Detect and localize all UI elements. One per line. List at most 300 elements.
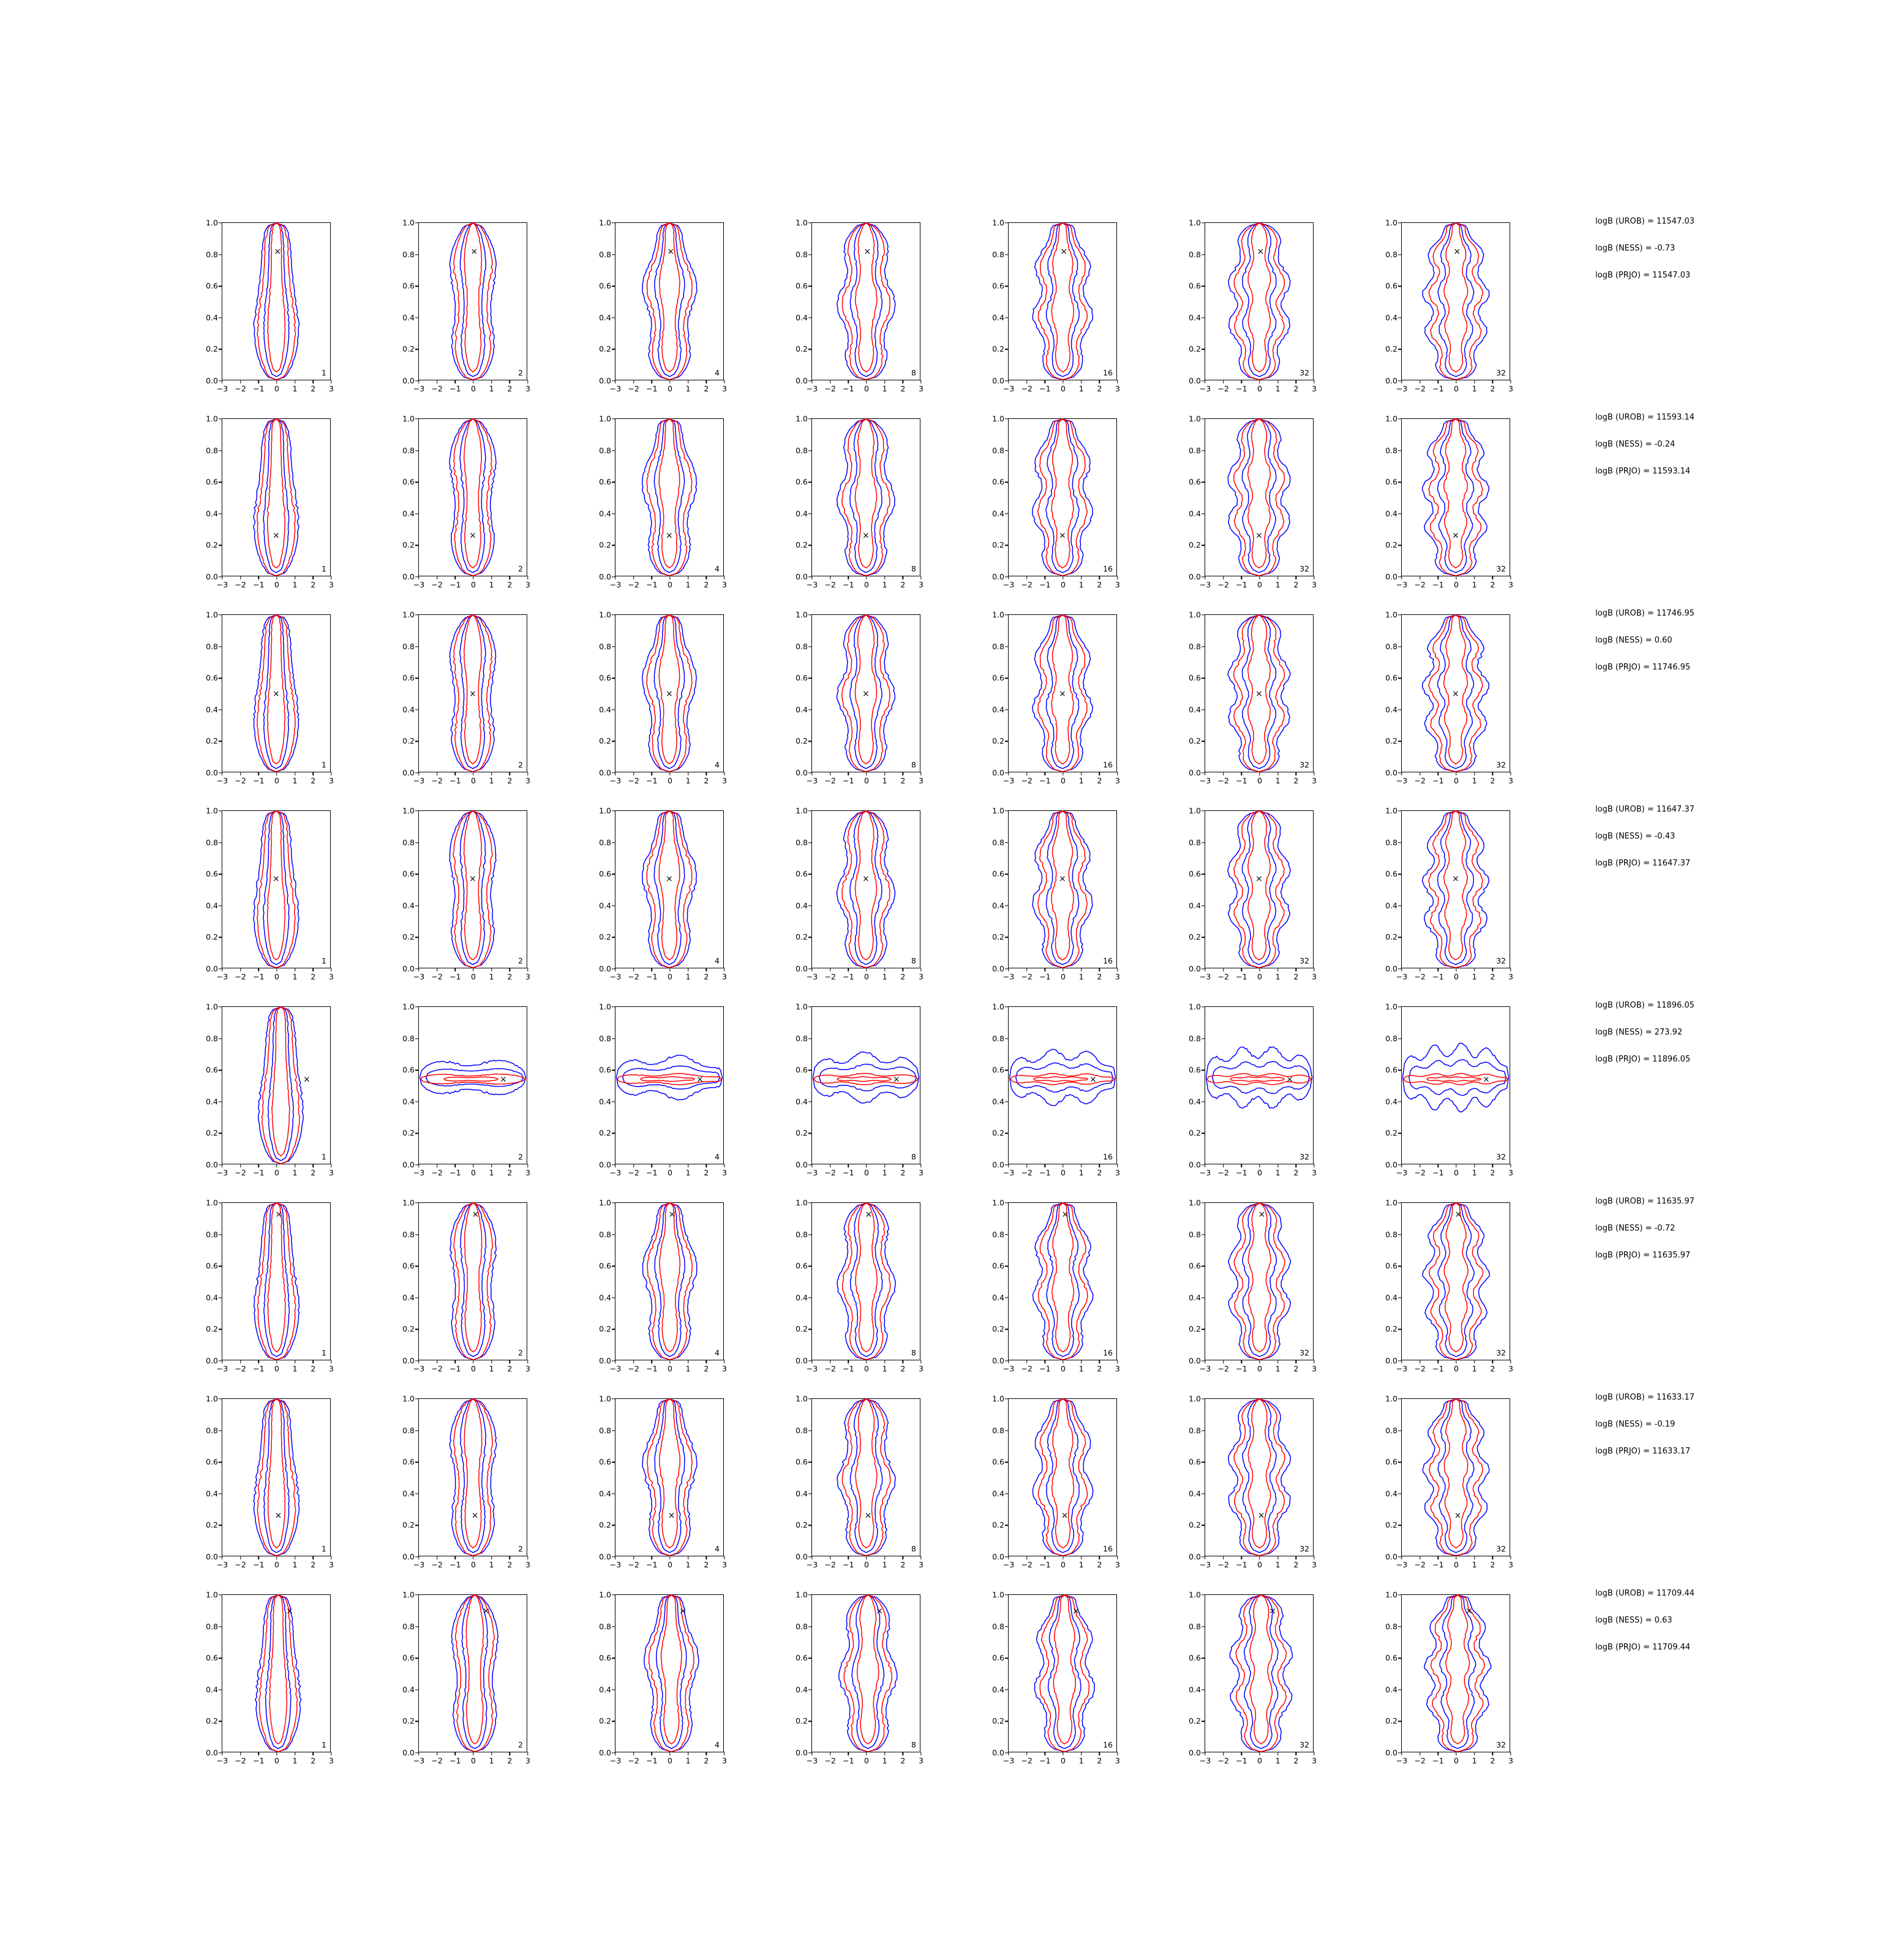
x-tick-label: 3 xyxy=(1115,776,1120,785)
x-tick-mark xyxy=(276,380,277,383)
contour-panel xyxy=(1167,1393,1320,1575)
y-tick-label: 0.8 xyxy=(402,1425,415,1435)
x-tick-mark xyxy=(1241,576,1242,579)
x-tick-label: −3 xyxy=(413,1168,425,1177)
x-tick-mark xyxy=(811,380,812,383)
true-value-marker: × xyxy=(273,688,280,699)
x-tick-mark xyxy=(1099,576,1100,579)
x-tick-label: −3 xyxy=(1002,580,1015,589)
contour-lines xyxy=(1402,223,1510,380)
x-tick-mark xyxy=(258,1164,259,1167)
y-tick-label: 0.4 xyxy=(1189,1488,1201,1498)
true-value-marker: × xyxy=(1061,1209,1069,1219)
x-tick-label: 1 xyxy=(1472,1168,1477,1177)
x-tick-mark xyxy=(1492,968,1493,971)
y-tick-label: 0.0 xyxy=(599,1551,611,1561)
x-tick-label: −1 xyxy=(253,972,265,981)
annotation-text: logB (UROB) = 11635.97 xyxy=(1595,1197,1695,1206)
x-tick-label: −3 xyxy=(609,972,622,981)
x-tick-label: 2 xyxy=(1097,776,1102,785)
panel-axes xyxy=(206,609,334,785)
panel-grid xyxy=(184,217,1695,1785)
panel-corner-label: 16 xyxy=(1103,760,1113,769)
x-tick-label: 1 xyxy=(1275,1364,1281,1373)
x-tick-label: 2 xyxy=(1293,580,1299,589)
y-tick-label: 1.0 xyxy=(1189,805,1201,815)
contour-panel xyxy=(380,1197,533,1379)
contour-lines xyxy=(1009,419,1116,576)
contour-panel xyxy=(184,413,337,595)
x-tick-mark xyxy=(455,1164,456,1167)
x-tick-label: 2 xyxy=(1490,1756,1495,1765)
x-tick-label: −1 xyxy=(253,1364,265,1373)
y-tick-label: 0.0 xyxy=(402,963,415,973)
contour-lines xyxy=(222,223,330,380)
panel-corner-label: 2 xyxy=(518,368,523,377)
x-tick-mark xyxy=(848,1164,849,1167)
x-tick-label: −2 xyxy=(1217,1756,1229,1765)
panel-corner-label: 8 xyxy=(911,760,916,769)
x-tick-mark xyxy=(706,1556,707,1559)
y-tick-label: 0.6 xyxy=(992,673,1004,682)
x-tick-label: 1 xyxy=(489,1560,494,1569)
contour-lines xyxy=(1205,223,1313,380)
x-tick-mark xyxy=(313,1752,314,1755)
contour-panel xyxy=(380,1393,533,1575)
contour-lines xyxy=(615,1203,723,1360)
x-tick-label: 3 xyxy=(1115,580,1120,589)
panel-axes xyxy=(402,1197,530,1373)
contour-panel xyxy=(380,1001,533,1183)
y-tick-label: 1.0 xyxy=(206,413,218,423)
y-tick-label: 0.4 xyxy=(402,1684,415,1694)
x-tick-mark xyxy=(633,576,634,579)
x-tick-label: 1 xyxy=(489,972,494,981)
panel-axes xyxy=(206,805,334,981)
annotation-text: logB (NESS) = -0.43 xyxy=(1595,832,1676,841)
x-tick-label: −2 xyxy=(824,1168,836,1177)
y-tick-label: 0.4 xyxy=(1385,900,1397,910)
x-tick-label: 1 xyxy=(882,776,887,785)
panel-axes xyxy=(402,413,530,589)
x-tick-label: −2 xyxy=(1217,776,1229,785)
x-tick-label: −1 xyxy=(450,972,461,981)
y-tick-label: 0.2 xyxy=(1189,1324,1201,1334)
x-tick-label: −1 xyxy=(843,972,854,981)
x-tick-label: 0 xyxy=(1257,1756,1262,1765)
y-tick-label: 1.0 xyxy=(1385,1197,1397,1207)
y-tick-label: 0.0 xyxy=(1189,767,1201,777)
x-tick-label: −3 xyxy=(1199,776,1211,785)
x-tick-label: 3 xyxy=(525,1756,530,1765)
y-tick-label: 0.8 xyxy=(1189,1621,1201,1631)
x-tick-mark xyxy=(276,1360,277,1363)
y-tick-label: 0.6 xyxy=(402,1457,415,1466)
contour-panel xyxy=(577,609,730,791)
x-tick-mark xyxy=(1474,380,1475,383)
y-tick-label: 0.8 xyxy=(796,445,808,455)
x-tick-mark xyxy=(240,1752,241,1755)
panel-axes xyxy=(599,609,727,785)
contour-lines xyxy=(812,811,920,968)
x-tick-label: 1 xyxy=(292,580,298,589)
x-tick-label: −2 xyxy=(1414,580,1426,589)
x-tick-mark xyxy=(669,1556,670,1559)
x-tick-label: 0 xyxy=(1454,384,1459,393)
contour-lines xyxy=(812,615,920,772)
x-tick-mark xyxy=(1026,968,1027,971)
x-tick-mark xyxy=(455,968,456,971)
panel-axes xyxy=(599,1589,727,1765)
y-tick-label: 0.4 xyxy=(206,508,218,518)
y-tick-label: 0.0 xyxy=(599,1355,611,1365)
panel-corner-label: 8 xyxy=(911,1152,916,1161)
y-tick-label: 0.8 xyxy=(599,1425,611,1435)
contour-lines xyxy=(615,811,723,968)
y-tick-label: 0.8 xyxy=(796,641,808,651)
true-value-marker: × xyxy=(1454,1510,1462,1521)
x-tick-mark xyxy=(633,1752,634,1755)
x-tick-label: 0 xyxy=(1061,1364,1066,1373)
x-tick-label: 3 xyxy=(1312,776,1317,785)
y-tick-label: 0.4 xyxy=(796,900,808,910)
y-tick-label: 0.2 xyxy=(1189,932,1201,942)
x-tick-mark xyxy=(1438,968,1439,971)
panel-corner-label: 1 xyxy=(322,1348,326,1357)
x-tick-label: 2 xyxy=(1097,1364,1102,1373)
x-tick-mark xyxy=(1117,1164,1118,1167)
x-tick-mark xyxy=(1510,576,1511,579)
y-tick-label: 1.0 xyxy=(206,805,218,815)
contour-lines xyxy=(222,1399,330,1556)
true-value-marker: × xyxy=(1257,247,1265,257)
panel-axes xyxy=(206,1197,334,1373)
x-tick-label: 2 xyxy=(310,1364,316,1373)
x-tick-mark xyxy=(1438,1164,1439,1167)
x-tick-label: 2 xyxy=(310,384,316,393)
y-tick-label: 0.0 xyxy=(1385,1159,1397,1169)
x-tick-label: 0 xyxy=(1454,776,1459,785)
y-tick-label: 1.0 xyxy=(402,217,415,227)
x-tick-mark xyxy=(866,380,867,383)
contour-panel xyxy=(773,217,927,399)
x-tick-label: 0 xyxy=(864,384,869,393)
x-tick-mark xyxy=(1117,380,1118,383)
x-tick-mark xyxy=(1510,1360,1511,1363)
y-tick-label: 0.4 xyxy=(796,508,808,518)
x-tick-label: −2 xyxy=(1414,1756,1426,1765)
x-tick-mark xyxy=(669,1360,670,1363)
y-tick-label: 1.0 xyxy=(1189,1589,1201,1599)
panel-row xyxy=(184,1197,1695,1393)
y-tick-label: 0.8 xyxy=(992,641,1004,651)
x-tick-mark xyxy=(706,576,707,579)
true-value-marker: × xyxy=(471,1510,479,1521)
true-value-marker: × xyxy=(1255,530,1263,541)
x-tick-mark xyxy=(633,380,634,383)
y-tick-label: 0.2 xyxy=(1385,1716,1397,1726)
x-tick-mark xyxy=(1492,1360,1493,1363)
x-tick-label: 3 xyxy=(525,972,530,981)
y-tick-label: 0.6 xyxy=(206,1653,218,1662)
x-tick-mark xyxy=(1277,1556,1278,1559)
x-tick-label: 2 xyxy=(704,1560,709,1569)
x-tick-label: 3 xyxy=(1115,1756,1120,1765)
contour-panel xyxy=(970,217,1123,399)
x-tick-label: −3 xyxy=(806,776,818,785)
y-tick-label: 0.2 xyxy=(796,932,808,942)
y-tick-label: 0.2 xyxy=(796,1716,808,1726)
y-tick-label: 0.4 xyxy=(1189,1096,1201,1106)
x-tick-mark xyxy=(1117,968,1118,971)
x-tick-mark xyxy=(884,1556,885,1559)
x-tick-label: 2 xyxy=(1293,1756,1299,1765)
x-tick-mark xyxy=(1510,772,1511,775)
x-tick-label: 1 xyxy=(1275,776,1281,785)
panel-axes xyxy=(796,217,923,393)
panel-corner-label: 4 xyxy=(715,1348,720,1357)
x-tick-label: −1 xyxy=(1432,972,1444,981)
x-tick-label: −3 xyxy=(1396,384,1408,393)
x-tick-label: 1 xyxy=(685,972,691,981)
x-tick-label: −2 xyxy=(235,1168,246,1177)
x-tick-mark xyxy=(1401,968,1402,971)
x-tick-label: −1 xyxy=(1039,776,1051,785)
x-tick-mark xyxy=(1401,576,1402,579)
y-tick-label: 0.8 xyxy=(599,641,611,651)
y-tick-label: 0.8 xyxy=(402,1033,415,1043)
panel-axes xyxy=(1189,1393,1317,1569)
panel-corner-label: 2 xyxy=(518,1152,523,1161)
true-value-marker: × xyxy=(483,1606,490,1616)
y-tick-label: 0.6 xyxy=(599,1261,611,1270)
y-tick-label: 0.0 xyxy=(796,1747,808,1757)
y-tick-label: 0.8 xyxy=(992,1621,1004,1631)
x-tick-mark xyxy=(258,1556,259,1559)
y-tick-label: 0.4 xyxy=(206,1292,218,1302)
x-tick-label: 1 xyxy=(685,1560,691,1569)
y-tick-label: 0.0 xyxy=(402,1159,415,1169)
y-tick-label: 0.2 xyxy=(1189,1520,1201,1530)
true-value-marker: × xyxy=(286,1606,293,1616)
true-value-marker: × xyxy=(1089,1074,1097,1085)
x-tick-label: −3 xyxy=(1396,776,1408,785)
x-tick-label: −1 xyxy=(1236,1560,1247,1569)
x-tick-label: 3 xyxy=(1312,1756,1317,1765)
y-tick-label: 1.0 xyxy=(599,805,611,815)
panel-corner-label: 32 xyxy=(1300,1544,1309,1553)
contour-panel xyxy=(380,413,533,595)
y-tick-label: 0.2 xyxy=(402,932,415,942)
x-tick-label: 2 xyxy=(704,1756,709,1765)
contour-panel xyxy=(1363,1393,1516,1575)
x-tick-label: 0 xyxy=(274,384,279,393)
y-tick-label: 0.2 xyxy=(599,932,611,942)
x-tick-label: −3 xyxy=(806,1364,818,1373)
contour-lines xyxy=(615,223,723,380)
x-tick-mark xyxy=(1438,380,1439,383)
x-tick-mark xyxy=(1241,1752,1242,1755)
x-tick-mark xyxy=(1099,772,1100,775)
x-tick-label: −1 xyxy=(1039,1756,1051,1765)
x-tick-label: 0 xyxy=(668,384,672,393)
contour-panel xyxy=(773,1197,927,1379)
contour-lines xyxy=(1009,1203,1116,1360)
y-tick-label: 0.4 xyxy=(992,1096,1004,1106)
x-tick-label: −3 xyxy=(609,1560,622,1569)
x-tick-label: 1 xyxy=(1275,1560,1281,1569)
x-tick-mark xyxy=(1259,380,1260,383)
y-tick-label: 0.2 xyxy=(1189,344,1201,354)
x-tick-mark xyxy=(418,1164,419,1167)
true-value-marker: × xyxy=(862,530,870,541)
x-tick-label: −2 xyxy=(1217,1364,1229,1373)
x-tick-mark xyxy=(1492,1164,1493,1167)
x-tick-label: 0 xyxy=(1257,580,1262,589)
x-tick-label: −2 xyxy=(1021,776,1033,785)
x-tick-label: 3 xyxy=(1508,384,1513,393)
x-tick-mark xyxy=(1223,1752,1224,1755)
x-tick-label: 1 xyxy=(1078,384,1084,393)
x-tick-label: −1 xyxy=(450,1756,461,1765)
y-tick-label: 0.6 xyxy=(992,281,1004,290)
x-tick-mark xyxy=(1277,576,1278,579)
x-tick-mark xyxy=(240,968,241,971)
panel-corner-label: 2 xyxy=(518,956,523,965)
x-tick-label: −1 xyxy=(646,1364,658,1373)
x-tick-label: 0 xyxy=(1061,1560,1066,1569)
x-tick-label: 3 xyxy=(722,972,727,981)
x-tick-mark xyxy=(633,1164,634,1167)
y-tick-label: 0.2 xyxy=(402,1520,415,1530)
x-tick-mark xyxy=(1259,576,1260,579)
contour-lines xyxy=(419,223,527,380)
y-tick-label: 0.2 xyxy=(992,1128,1004,1138)
y-tick-label: 0.0 xyxy=(206,571,218,581)
contour-lines xyxy=(1402,1399,1510,1556)
y-tick-label: 1.0 xyxy=(1385,1589,1397,1599)
x-tick-mark xyxy=(418,380,419,383)
x-tick-label: 1 xyxy=(1472,776,1477,785)
y-tick-label: 0.2 xyxy=(402,1716,415,1726)
contour-lines xyxy=(419,1399,527,1556)
x-tick-mark xyxy=(1492,380,1493,383)
y-tick-label: 0.0 xyxy=(206,1355,218,1365)
panel-corner-label: 1 xyxy=(322,564,326,573)
y-tick-label: 0.6 xyxy=(992,1653,1004,1662)
y-tick-label: 0.8 xyxy=(796,1621,808,1631)
y-tick-label: 0.4 xyxy=(1385,1292,1397,1302)
y-tick-label: 0.8 xyxy=(599,837,611,847)
x-tick-label: 0 xyxy=(1454,972,1459,981)
y-tick-label: 0.8 xyxy=(206,1425,218,1435)
contour-lines xyxy=(1402,1595,1510,1752)
y-tick-label: 0.0 xyxy=(206,1159,218,1169)
x-tick-label: −2 xyxy=(1217,1168,1229,1177)
x-tick-label: −2 xyxy=(1021,384,1033,393)
x-tick-label: 2 xyxy=(900,1560,906,1569)
x-tick-mark xyxy=(258,380,259,383)
true-value-marker: × xyxy=(863,247,871,257)
y-tick-label: 0.0 xyxy=(1189,1355,1201,1365)
panel-corner-label: 32 xyxy=(1496,760,1506,769)
x-tick-mark xyxy=(491,968,492,971)
y-tick-label: 0.0 xyxy=(1189,1747,1201,1757)
x-tick-label: 2 xyxy=(1293,1560,1299,1569)
x-tick-mark xyxy=(1099,968,1100,971)
x-tick-label: 0 xyxy=(471,1168,476,1177)
x-tick-label: 3 xyxy=(1508,1560,1513,1569)
y-tick-label: 0.6 xyxy=(1189,869,1201,878)
y-tick-label: 0.6 xyxy=(599,1653,611,1662)
y-tick-label: 0.2 xyxy=(206,932,218,942)
x-tick-mark xyxy=(633,1360,634,1363)
x-tick-label: 1 xyxy=(882,1168,887,1177)
x-tick-label: 0 xyxy=(471,1756,476,1765)
x-tick-label: 3 xyxy=(722,1364,727,1373)
y-tick-label: 0.6 xyxy=(796,1065,808,1074)
x-tick-label: −2 xyxy=(431,776,443,785)
y-tick-label: 0.8 xyxy=(402,837,415,847)
x-tick-mark xyxy=(527,968,528,971)
contour-panel xyxy=(577,1589,730,1771)
x-tick-label: −1 xyxy=(450,776,461,785)
y-tick-label: 0.0 xyxy=(206,767,218,777)
x-tick-label: −2 xyxy=(1021,1560,1033,1569)
true-value-marker: × xyxy=(666,688,673,699)
x-tick-mark xyxy=(313,576,314,579)
y-tick-label: 0.0 xyxy=(992,1355,1004,1365)
x-tick-mark xyxy=(1401,772,1402,775)
x-tick-label: −2 xyxy=(1414,1364,1426,1373)
x-tick-label: 2 xyxy=(507,1364,513,1373)
x-tick-mark xyxy=(1401,1556,1402,1559)
y-tick-label: 0.2 xyxy=(206,1520,218,1530)
true-value-marker: × xyxy=(696,1074,704,1085)
x-tick-label: 0 xyxy=(1257,776,1262,785)
x-tick-mark xyxy=(1026,576,1027,579)
x-tick-mark xyxy=(1259,1556,1260,1559)
x-tick-label: −1 xyxy=(450,580,461,589)
x-tick-mark xyxy=(848,968,849,971)
y-tick-label: 0.0 xyxy=(992,375,1004,385)
x-tick-label: −2 xyxy=(1021,1168,1033,1177)
y-tick-label: 0.6 xyxy=(1385,869,1397,878)
x-tick-label: 2 xyxy=(1490,776,1495,785)
x-tick-label: −3 xyxy=(806,1560,818,1569)
x-tick-label: 2 xyxy=(1293,776,1299,785)
x-tick-mark xyxy=(866,1556,867,1559)
y-tick-label: 0.4 xyxy=(206,704,218,714)
panel-axes xyxy=(796,1589,923,1765)
contour-panel xyxy=(577,217,730,399)
x-tick-mark xyxy=(258,576,259,579)
x-tick-label: −1 xyxy=(1236,1364,1247,1373)
y-tick-label: 0.6 xyxy=(796,1261,808,1270)
x-tick-label: 2 xyxy=(704,580,709,589)
x-tick-label: −3 xyxy=(1002,384,1015,393)
y-tick-label: 0.2 xyxy=(599,344,611,354)
x-tick-mark xyxy=(669,1164,670,1167)
y-tick-label: 0.0 xyxy=(1189,1551,1201,1561)
contour-panel xyxy=(184,609,337,791)
panel-axes xyxy=(206,1393,334,1569)
x-tick-mark xyxy=(884,1752,885,1755)
y-tick-label: 0.2 xyxy=(796,344,808,354)
x-tick-label: −3 xyxy=(1002,1364,1015,1373)
y-tick-label: 0.6 xyxy=(402,281,415,290)
x-tick-label: 0 xyxy=(1061,972,1066,981)
